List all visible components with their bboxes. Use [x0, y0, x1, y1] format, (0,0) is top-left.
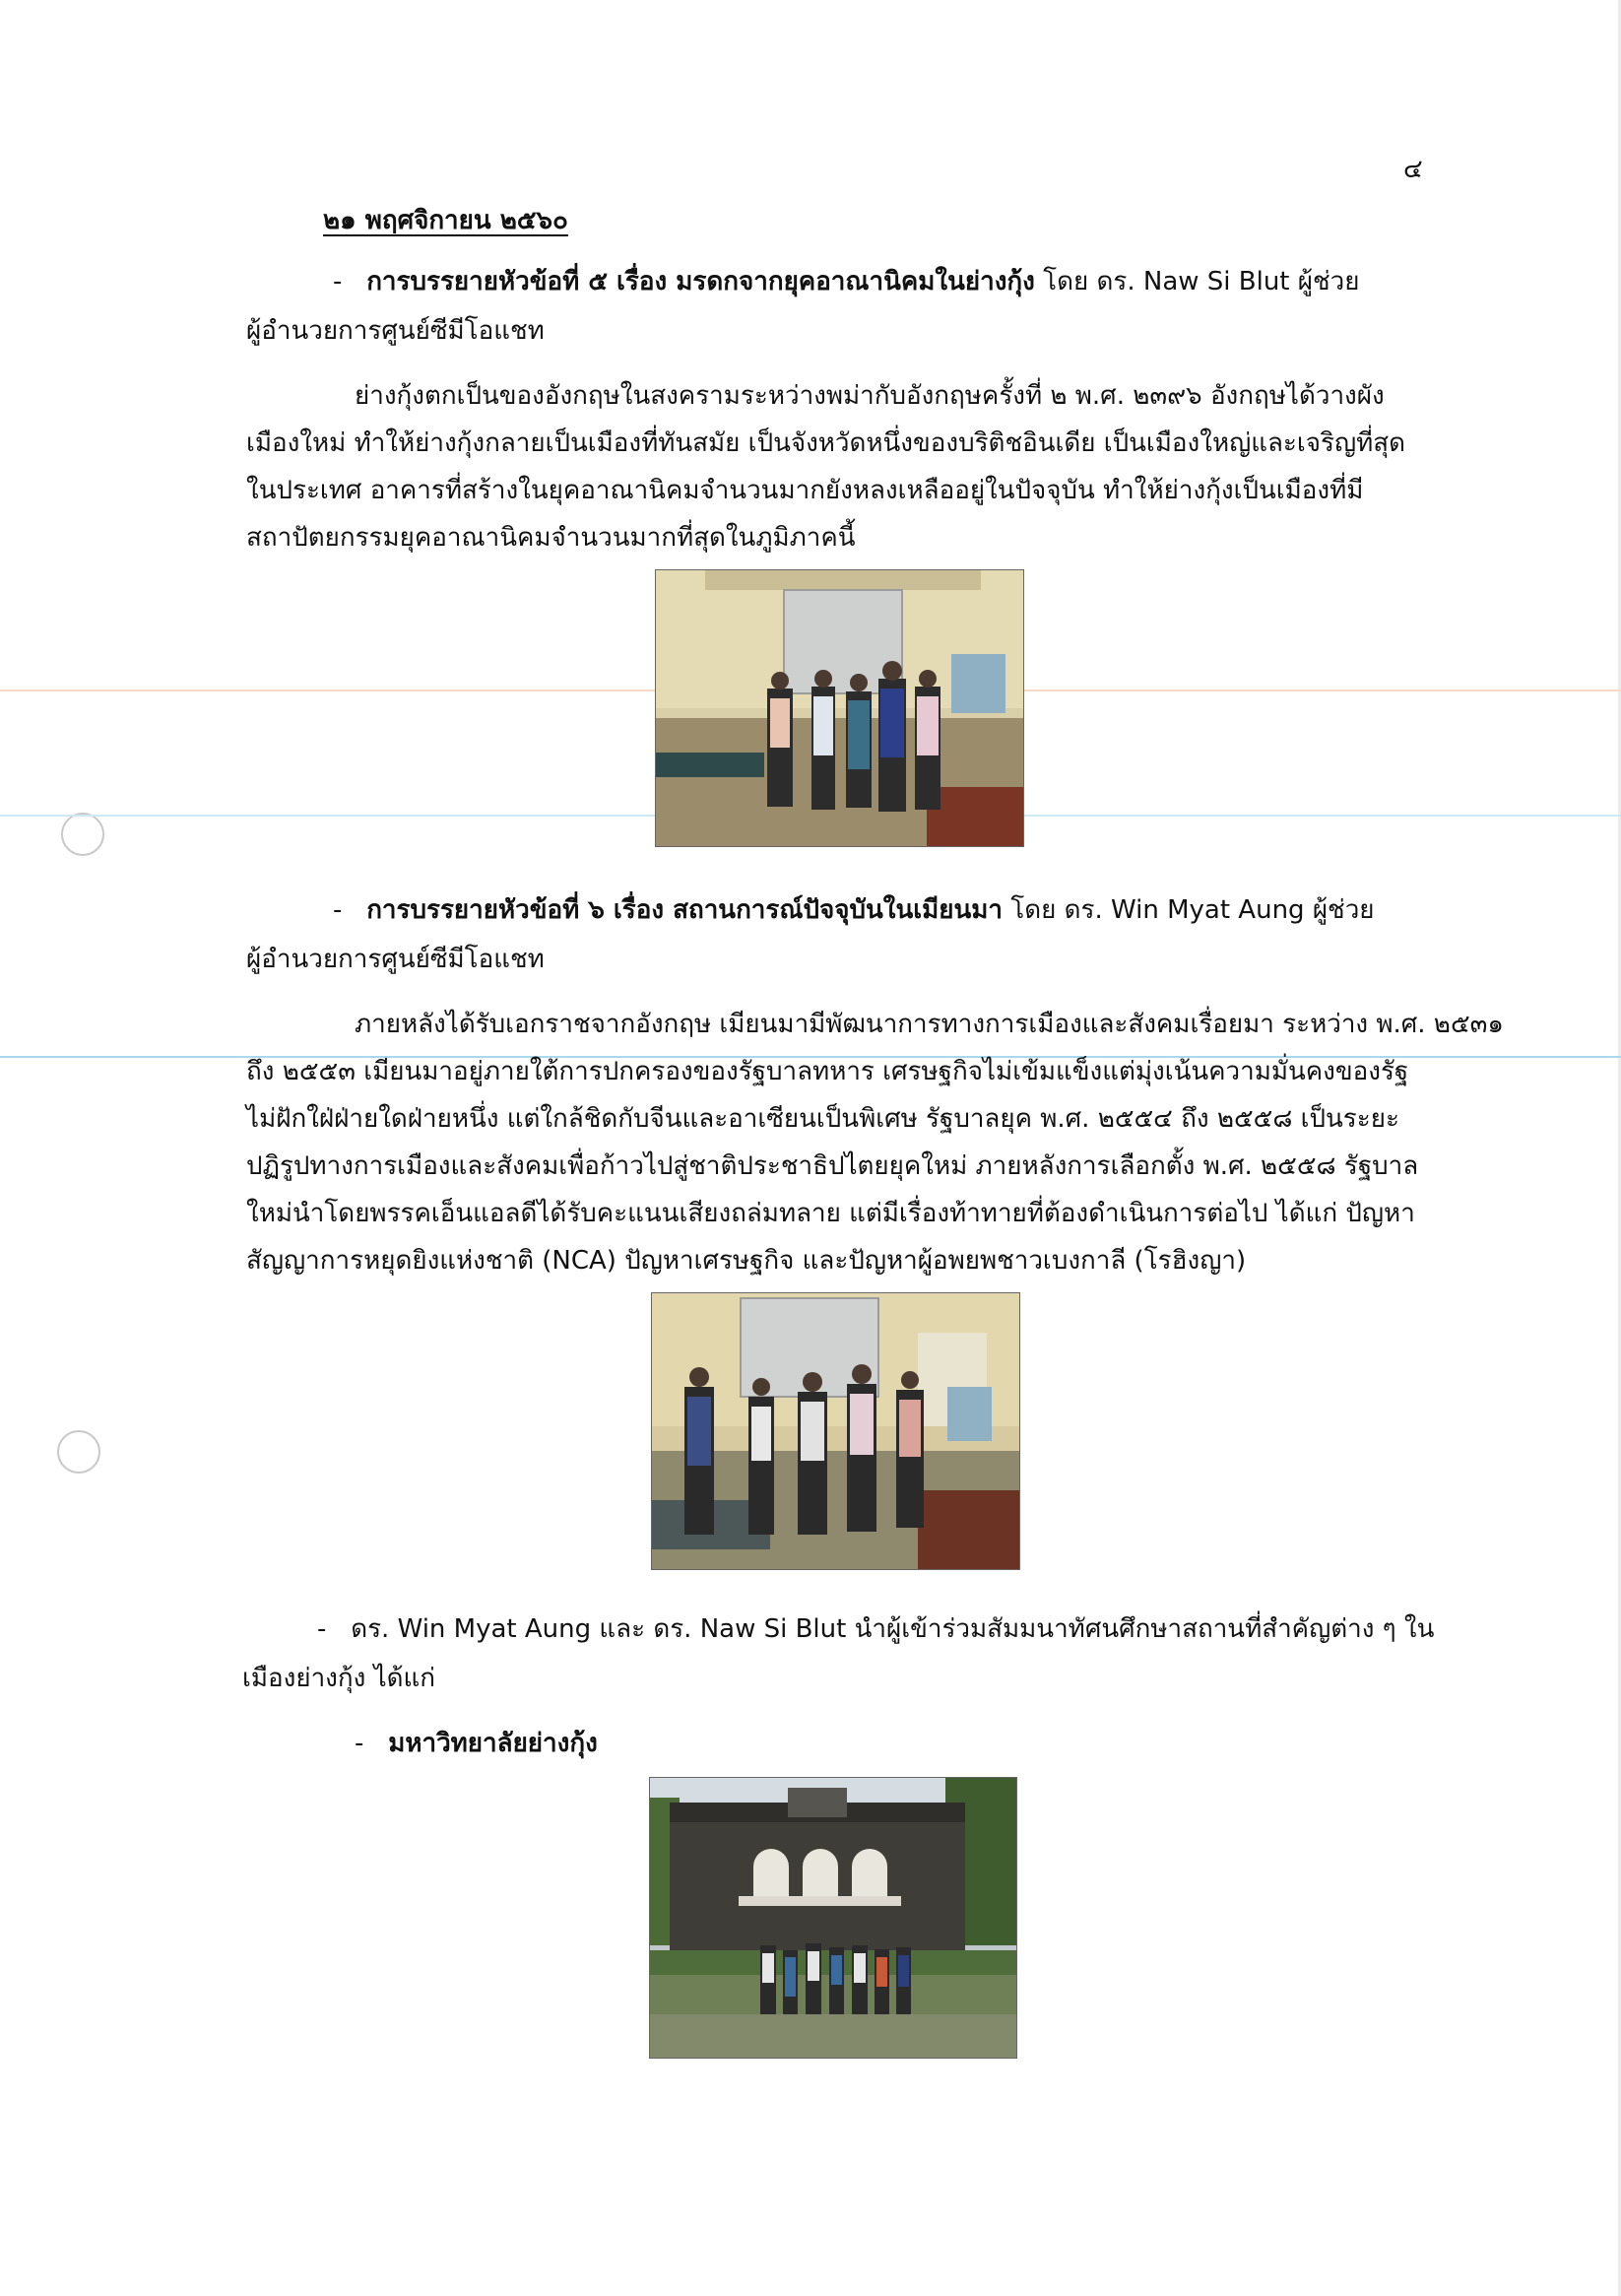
- section2-paragraph-line: สัญญาการหยุดยิงแห่งชาติ (NCA) ปัญหาเศรษฐกิจ และปัญหาผู้อพยพชาวเบงกาลี (โรฮิงญา): [246, 1246, 1247, 1276]
- section1-speaker: โดย ดร. Naw Si Blut ผู้ช่วย: [1034, 267, 1360, 296]
- photo-yangon-university: [649, 1777, 1017, 2059]
- page-number: ๔: [1403, 155, 1423, 184]
- section2-speaker-role: ผู้อำนวยการศูนย์ซีมีโอแชท: [246, 945, 545, 974]
- photo-seminar-group-1-image: [656, 570, 1023, 846]
- section2-paragraph-line: ถึง ๒๕๕๓ เมียนมาอยู่ภายใต้การปกครองของรัฐบาลทหาร เศรษฐกิจไม่เข้มแข็งแต่มุ่งเน้นความมั่นคงของรัฐ: [246, 1057, 1409, 1086]
- list-dash: -: [333, 895, 343, 925]
- section1-title: การบรรยายหัวข้อที่ ๕ เรื่อง มรดกจากยุคอาณานิคมในย่างกุ้ง: [366, 267, 1035, 296]
- section1-paragraph-line: ในประเทศ อาคารที่สร้างในยุคอาณานิคมจำนวนมากยังหลงเหลืออยู่ในปัจจุบัน ทำให้ย่างกุ้งเป็นเมืองที่มี: [246, 476, 1364, 505]
- punch-hole-bottom: [57, 1430, 100, 1474]
- section3-text: ดร. Win Myat Aung และ ดร. Naw Si Blut นำผู้เข้าร่วมสัมมนาทัศนศึกษาสถานที่สำคัญต่าง ๆ ใน: [351, 1614, 1435, 1644]
- photo-yangon-university-image: [650, 1778, 1016, 2058]
- subitem-line: [355, 1720, 598, 1767]
- subitem-label: มหาวิทยาลัยย่างกุ้ง: [388, 1729, 598, 1758]
- section2-paragraph-line: ภายหลังได้รับเอกราชจากอังกฤษ เมียนมามีพัฒนาการทางการเมืองและสังคมเรื่อยมา ระหว่าง พ.ศ. ๒๕๓๑: [355, 1010, 1504, 1039]
- list-dash: -: [317, 1614, 327, 1644]
- section1-paragraph-line: ย่างกุ้งตกเป็นของอังกฤษในสงครามระหว่างพม่ากับอังกฤษครั้งที่ ๒ พ.ศ. ๒๓๙๖ อังกฤษได้วางผัง: [355, 381, 1385, 411]
- photo-seminar-group-1: [655, 569, 1024, 847]
- list-dash: -: [333, 267, 343, 296]
- section2-paragraph-line: ปฏิรูปทางการเมืองและสังคมเพื่อก้าวไปสู่ชาติประชาธิปไตยยุคใหม่ ภายหลังการเลือกตั้ง พ.ศ. ๒๕๕๘ รัฐบาล: [246, 1151, 1419, 1181]
- section2-speaker: โดย ดร. Win Myat Aung ผู้ช่วย: [1003, 895, 1375, 925]
- section1-heading-line: [333, 258, 1359, 305]
- section1-paragraph-line: สถาปัตยกรรมยุคอาณานิคมจำนวนมากที่สุดในภูมิภาคนี้: [246, 523, 856, 553]
- photo-seminar-group-2: [651, 1292, 1020, 1570]
- date-heading: ๒๑ พฤศจิกายน ๒๕๖๐: [323, 206, 568, 235]
- list-dash: -: [355, 1729, 364, 1758]
- section2-heading-line: [333, 886, 1375, 934]
- section3-line2: เมืองย่างกุ้ง ได้แก่: [242, 1664, 436, 1693]
- punch-hole-top: [61, 813, 104, 856]
- section3-line1: [317, 1606, 1434, 1653]
- section2-paragraph-line: ไม่ฝักใฝ่ฝ่ายใดฝ่ายหนึ่ง แต่ใกล้ชิดกับจีนและอาเซียนเป็นพิเศษ รัฐบาลยุค พ.ศ. ๒๕๕๔ ถึง ๒๕๕๘ เป็นระยะ: [246, 1104, 1399, 1134]
- section1-speaker-role: ผู้อำนวยการศูนย์ซีมีโอแชท: [246, 316, 545, 346]
- section2-paragraph-line: ใหม่นำโดยพรรคเอ็นแอลดีได้รับคะแนนเสียงถล่มทลาย แต่มีเรื่องท้าทายที่ต้องดำเนินการต่อไป ได้แก่ ปัญหา: [246, 1199, 1415, 1228]
- section2-title: การบรรยายหัวข้อที่ ๖ เรื่อง สถานการณ์ปัจจุบันในเมียนมา: [366, 895, 1003, 925]
- photo-seminar-group-2-image: [652, 1293, 1019, 1569]
- section1-paragraph-line: เมืองใหม่ ทำให้ย่างกุ้งกลายเป็นเมืองที่ทันสมัย เป็นจังหวัดหนึ่งของบริติชอินเดีย เป็นเมืองใหญ่และเจริญที่สุด: [246, 428, 1406, 458]
